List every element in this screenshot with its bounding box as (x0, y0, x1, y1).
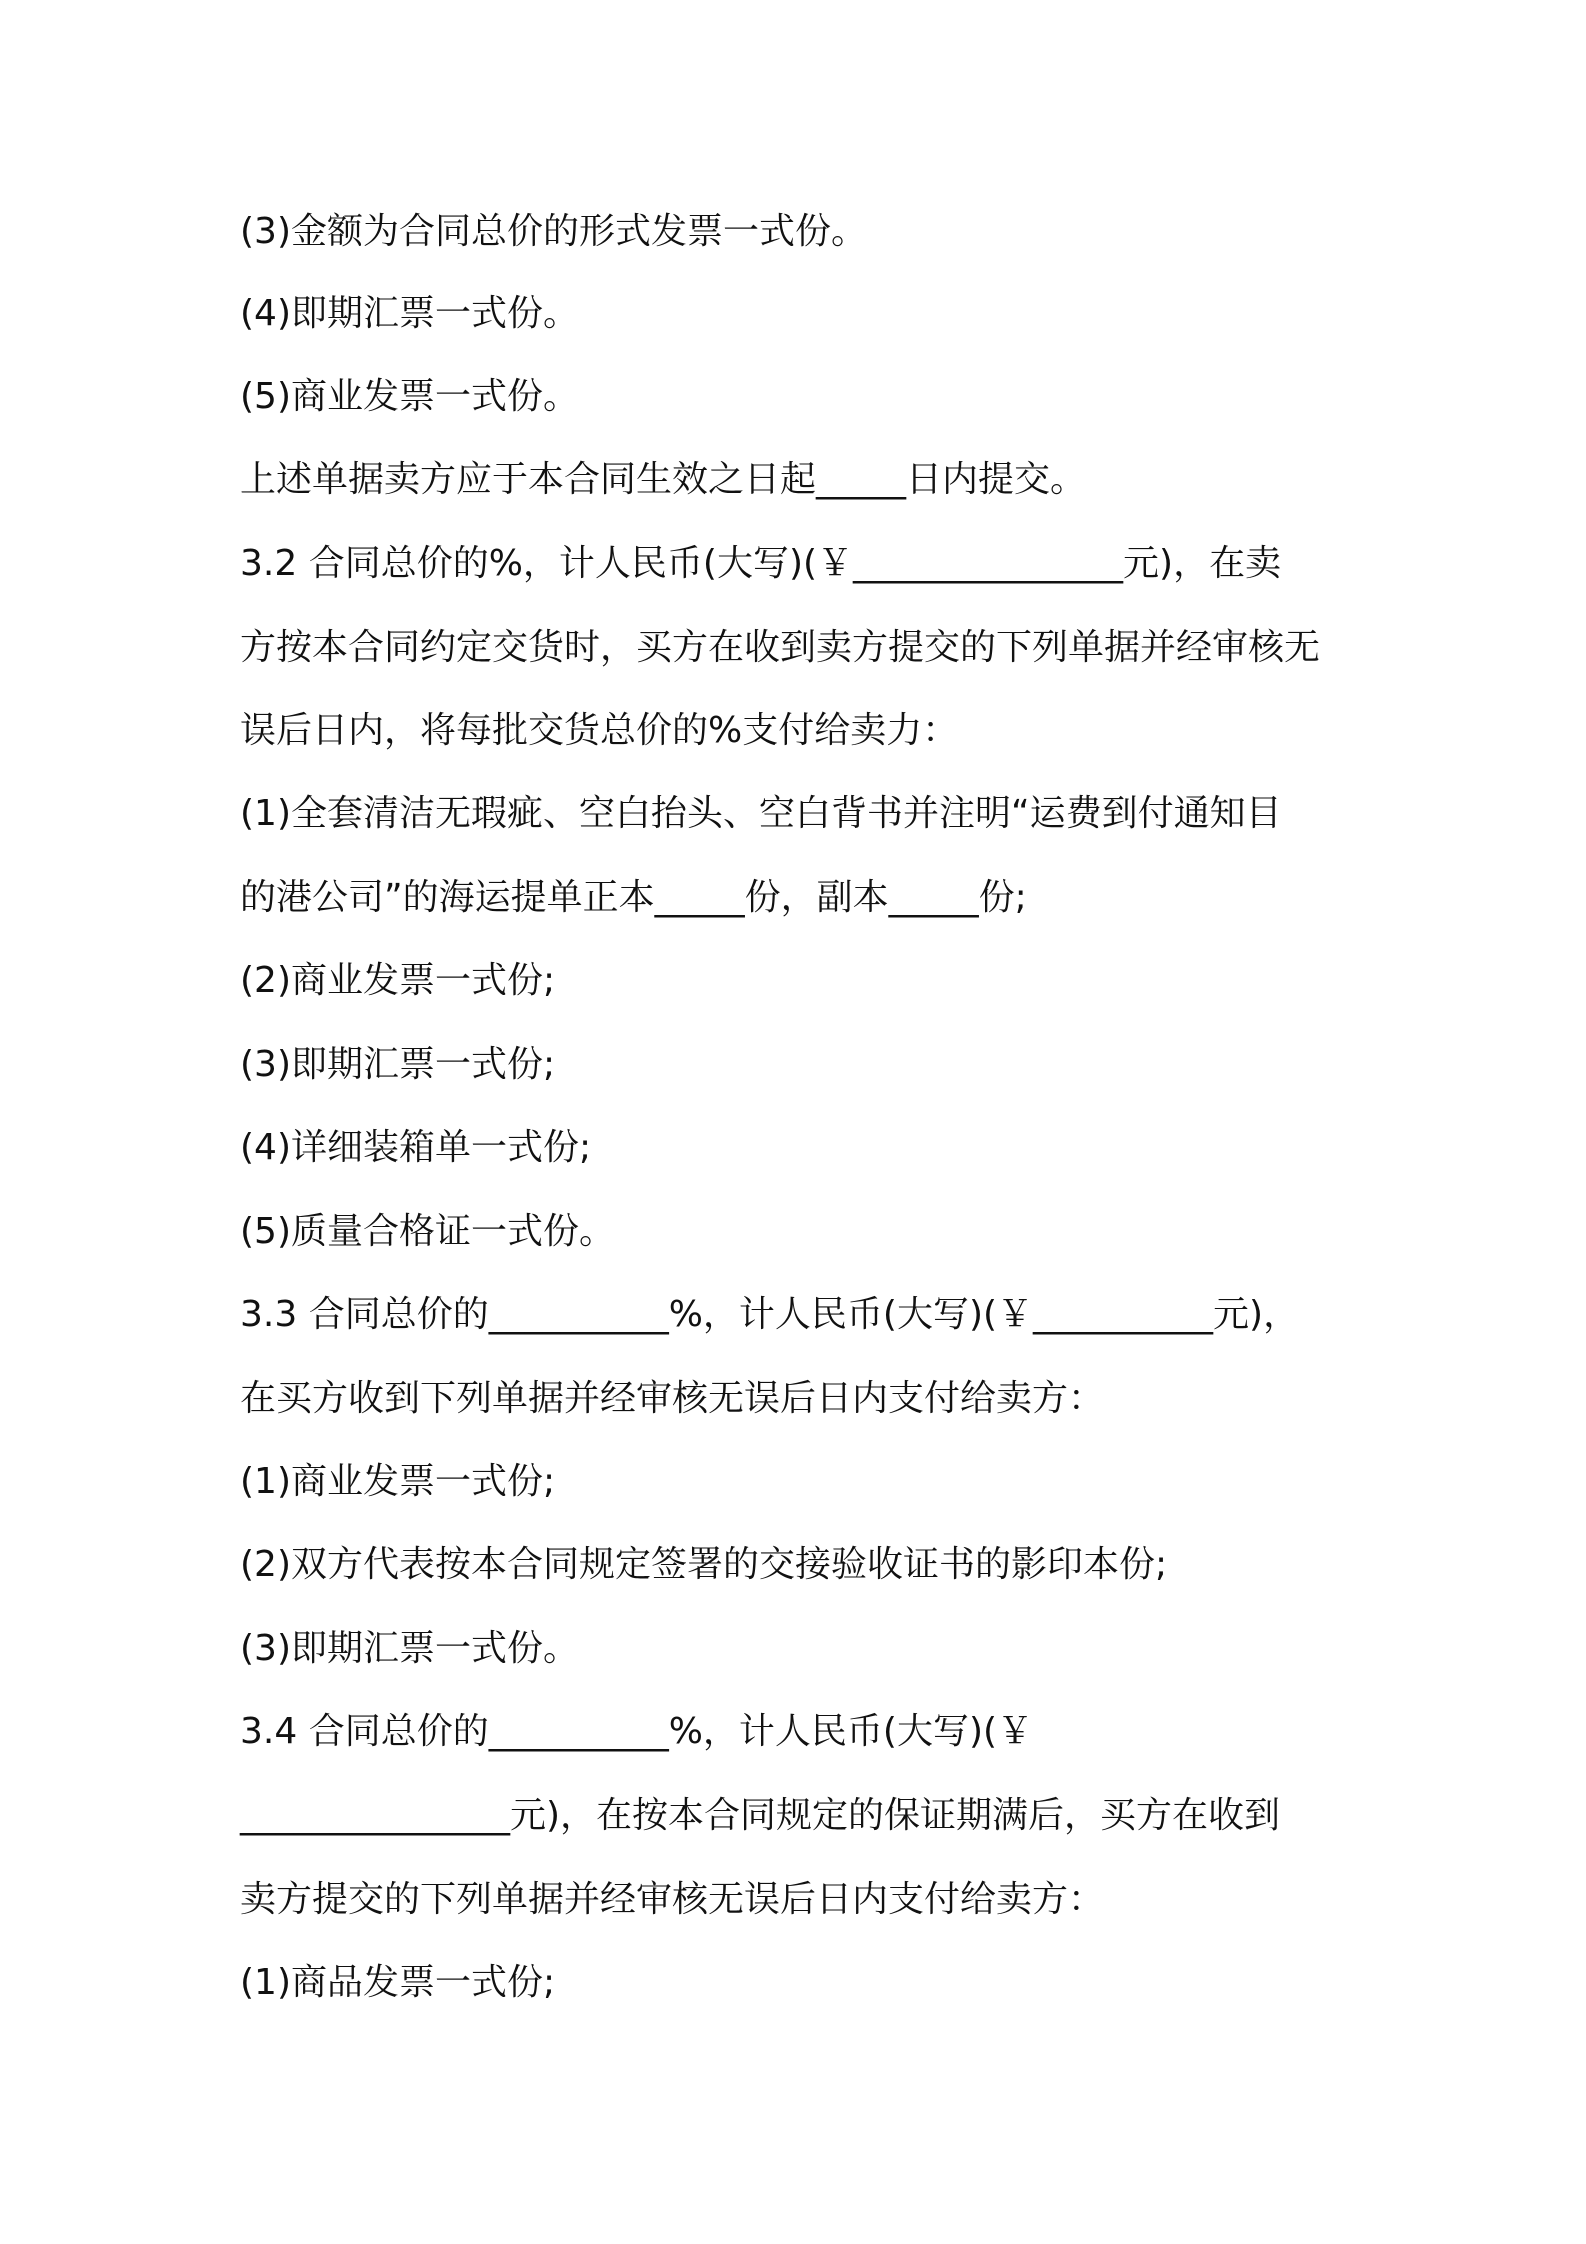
text-line: 在买方收到下列单据并经审核无误后日内支付给卖方： (240, 1378, 1105, 1419)
text-line: (5)质量合格证一式份。 (240, 1211, 615, 1252)
text-line: (3)金额为合同总价的形式发票一式份。 (240, 211, 867, 252)
text-line: (3)即期汇票一式份。 (240, 1628, 579, 1669)
text-line: 3.4 合同总价的__________%，计人民币(大写)(￥ (240, 1711, 1034, 1752)
text-line: (4)即期汇票一式份。 (240, 293, 579, 334)
text-line: (1)商品发票一式份; (240, 1962, 556, 2003)
text-line: (5)商业发票一式份。 (240, 376, 579, 417)
text-line: _______________元)，在按本合同规定的保证期满后，买方在收到 (240, 1795, 1281, 1836)
text-line: (4)详细装箱单一式份; (240, 1127, 592, 1168)
text-line: (3)即期汇票一式份; (240, 1044, 556, 1085)
text-line: 的港公司”的海运提单正本_____份，副本_____份; (240, 877, 1027, 918)
text-line: 上述单据卖方应于本合同生效之日起_____日内提交。 (240, 459, 1087, 500)
text-line: (2)双方代表按本合同规定签署的交接验收证书的影印本份; (240, 1544, 1168, 1585)
text-line: (1)全套清洁无瑕疵、空白抬头、空白背书并注明“运费到付通知目 (240, 793, 1282, 834)
text-line: 3.2 合同总价的%，计人民币(大写)(￥_______________元)，在卖 (240, 543, 1282, 584)
text-line: (1)商业发票一式份; (240, 1461, 556, 1502)
text-line: 3.3 合同总价的__________%，计人民币(大写)(￥__________元)， (240, 1294, 1300, 1335)
text-line: 误后日内，将每批交货总价的%支付给卖力： (240, 710, 959, 751)
text-line: (2)商业发票一式份; (240, 960, 556, 1001)
text-line: 方按本合同约定交货时，买方在收到卖方提交的下列单据并经审核无 (240, 627, 1321, 668)
text-line: 卖方提交的下列单据并经审核无误后日内支付给卖方： (240, 1879, 1105, 1920)
